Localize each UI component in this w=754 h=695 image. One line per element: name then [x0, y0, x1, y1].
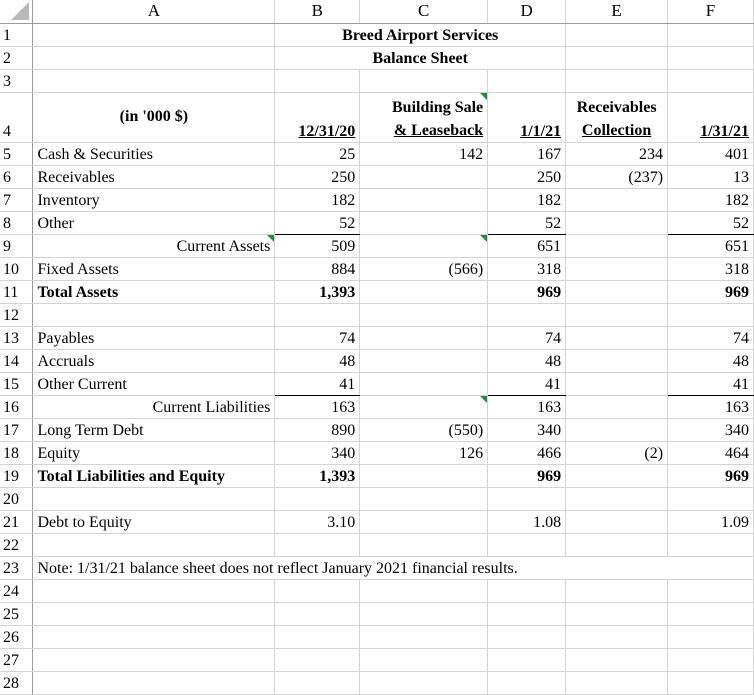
column-header-f[interactable]: F	[668, 0, 754, 23]
c19[interactable]	[360, 464, 488, 487]
f8[interactable]: 52	[668, 211, 754, 234]
cell-e25[interactable]	[566, 602, 668, 625]
d19[interactable]: 969	[488, 464, 566, 487]
cell-e20[interactable]	[566, 487, 668, 510]
e15[interactable]	[566, 372, 668, 395]
f5[interactable]: 401	[668, 142, 754, 165]
f6[interactable]: 13	[668, 165, 754, 188]
c16[interactable]	[360, 395, 488, 418]
b14[interactable]: 48	[275, 349, 360, 372]
cell-a20[interactable]	[33, 487, 275, 510]
row-header-8[interactable]: 8	[0, 211, 33, 234]
row-header-3[interactable]: 3	[0, 69, 33, 92]
cell-d12[interactable]	[488, 303, 566, 326]
e21[interactable]	[566, 510, 668, 533]
row-header-12[interactable]: 12	[0, 303, 33, 326]
d10[interactable]: 318	[488, 257, 566, 280]
e8[interactable]	[566, 211, 668, 234]
header-b-text: 12/31/20	[298, 122, 356, 140]
f15[interactable]: 41	[668, 372, 754, 395]
c14[interactable]	[360, 349, 488, 372]
e16[interactable]	[566, 395, 668, 418]
e17[interactable]	[566, 418, 668, 441]
d17[interactable]: 340	[488, 418, 566, 441]
header-e[interactable]	[566, 92, 668, 142]
cell-e3[interactable]	[566, 69, 668, 92]
c11[interactable]	[360, 280, 488, 303]
e14[interactable]	[566, 349, 668, 372]
row-header-17[interactable]: 17	[0, 418, 33, 441]
c6[interactable]	[360, 165, 488, 188]
cell-d25[interactable]	[488, 602, 566, 625]
row-header-23[interactable]: 23	[0, 556, 33, 579]
column-header-e[interactable]: E	[566, 0, 668, 23]
cell-b12[interactable]	[275, 303, 360, 326]
cell-e12[interactable]	[566, 303, 668, 326]
subtitle-cell[interactable]: Balance Sheet	[275, 46, 566, 69]
d15[interactable]: 41	[488, 372, 566, 395]
label-total-liabilities-equity[interactable]: Total Liabilities and Equity	[33, 464, 275, 487]
cell-f20[interactable]	[668, 487, 754, 510]
row-header-16[interactable]: 16	[0, 395, 33, 418]
b6[interactable]: 250	[275, 165, 360, 188]
label-other-current[interactable]: Other Current	[33, 372, 275, 395]
cell-b3[interactable]	[275, 69, 360, 92]
cell-e1[interactable]	[566, 23, 668, 46]
cell-c28[interactable]	[360, 671, 488, 694]
c8[interactable]	[360, 211, 488, 234]
row-header-6[interactable]: 6	[0, 165, 33, 188]
cell-e27[interactable]	[566, 648, 668, 671]
row-header-26[interactable]: 26	[0, 625, 33, 648]
c18[interactable]: 126	[360, 441, 488, 464]
c10[interactable]: (566)	[360, 257, 488, 280]
cell-a26[interactable]	[33, 625, 275, 648]
d7[interactable]: 182	[488, 188, 566, 211]
e7[interactable]	[566, 188, 668, 211]
label-receivables[interactable]: Receivables	[33, 165, 275, 188]
header-c-line1: Building Sale	[392, 98, 484, 116]
label-accruals[interactable]: Accruals	[33, 349, 275, 372]
f7[interactable]: 182	[668, 188, 754, 211]
d18[interactable]: 466	[488, 441, 566, 464]
cell-c22[interactable]	[360, 533, 488, 556]
c7[interactable]	[360, 188, 488, 211]
row-header-24[interactable]: 24	[0, 579, 33, 602]
cell-d3[interactable]	[488, 69, 566, 92]
title-cell[interactable]: Breed Airport Services	[275, 23, 566, 46]
cell-c24[interactable]	[360, 579, 488, 602]
b16[interactable]: 163	[275, 395, 360, 418]
e19[interactable]	[566, 464, 668, 487]
note-cell[interactable]: Note: 1/31/21 balance sheet does not reflect January 2021 financial results.	[33, 556, 754, 579]
column-header-a[interactable]: A	[33, 0, 275, 23]
label-cash[interactable]: Cash & Securities	[33, 142, 275, 165]
label-long-term-debt[interactable]: Long Term Debt	[33, 418, 275, 441]
c17[interactable]: (550)	[360, 418, 488, 441]
cell-d22[interactable]	[488, 533, 566, 556]
row-header-4[interactable]: 4	[0, 92, 33, 142]
f21[interactable]: 1.09	[668, 510, 754, 533]
label-inventory[interactable]: Inventory	[33, 188, 275, 211]
select-all-corner[interactable]	[0, 0, 33, 23]
cell-a2[interactable]	[33, 46, 275, 69]
cell-c25[interactable]	[360, 602, 488, 625]
d16[interactable]: 163	[488, 395, 566, 418]
cell-f28[interactable]	[668, 671, 754, 694]
header-d-text: 1/1/21	[520, 122, 562, 140]
cell-c3[interactable]	[360, 69, 488, 92]
row-header-2[interactable]: 2	[0, 46, 33, 69]
e9[interactable]	[566, 234, 668, 257]
column-header-b[interactable]: B	[275, 0, 360, 23]
cell-a12[interactable]	[33, 303, 275, 326]
cell-d24[interactable]	[488, 579, 566, 602]
label-equity[interactable]: Equity	[33, 441, 275, 464]
b5[interactable]: 25	[275, 142, 360, 165]
b9[interactable]: 509	[275, 234, 360, 257]
row-header-7[interactable]: 7	[0, 188, 33, 211]
cell-c20[interactable]	[360, 487, 488, 510]
b17[interactable]: 890	[275, 418, 360, 441]
header-c[interactable]	[360, 92, 488, 142]
row-header-22[interactable]: 22	[0, 533, 33, 556]
row-header-20[interactable]: 20	[0, 487, 33, 510]
d8[interactable]: 52	[488, 211, 566, 234]
d13[interactable]: 74	[488, 326, 566, 349]
column-header-c[interactable]: C	[360, 0, 488, 23]
row-header-21[interactable]: 21	[0, 510, 33, 533]
row-header-28[interactable]: 28	[0, 671, 33, 694]
c5[interactable]: 142	[360, 142, 488, 165]
e11[interactable]	[566, 280, 668, 303]
cell-b27[interactable]	[275, 648, 360, 671]
header-e-line1: Receivables	[576, 98, 657, 116]
cell-a1[interactable]	[33, 23, 275, 46]
cell-f22[interactable]	[668, 533, 754, 556]
d5[interactable]: 167	[488, 142, 566, 165]
label-fixed-assets[interactable]: Fixed Assets	[33, 257, 275, 280]
cell-a22[interactable]	[33, 533, 275, 556]
column-header-d[interactable]: D	[488, 0, 566, 23]
d6[interactable]: 250	[488, 165, 566, 188]
header-b[interactable]	[275, 92, 360, 142]
cell-d28[interactable]	[488, 671, 566, 694]
cell-a3[interactable]	[33, 69, 275, 92]
row-header-18[interactable]: 18	[0, 441, 33, 464]
row-header-27[interactable]: 27	[0, 648, 33, 671]
b19[interactable]: 1,393	[275, 464, 360, 487]
row-header-5[interactable]: 5	[0, 142, 33, 165]
cell-f27[interactable]	[668, 648, 754, 671]
row-header-9[interactable]: 9	[0, 234, 33, 257]
row-header-1[interactable]: 1	[0, 23, 33, 46]
cell-b26[interactable]	[275, 625, 360, 648]
row-header-14[interactable]: 14	[0, 349, 33, 372]
cell-f26[interactable]	[668, 625, 754, 648]
row-header-19[interactable]: 19	[0, 464, 33, 487]
cell-e22[interactable]	[566, 533, 668, 556]
e10[interactable]	[566, 257, 668, 280]
b13[interactable]: 74	[275, 326, 360, 349]
row-header-25[interactable]: 25	[0, 602, 33, 625]
b8[interactable]: 52	[275, 211, 360, 234]
b10[interactable]: 884	[275, 257, 360, 280]
c13[interactable]	[360, 326, 488, 349]
header-c-line2: & Leaseback	[393, 121, 484, 139]
cell-e26[interactable]	[566, 625, 668, 648]
label-payables[interactable]: Payables	[33, 326, 275, 349]
label-debt-to-equity[interactable]: Debt to Equity	[33, 510, 275, 533]
f14[interactable]: 48	[668, 349, 754, 372]
b11[interactable]: 1,393	[275, 280, 360, 303]
e5[interactable]: 234	[566, 142, 668, 165]
row-header-11[interactable]: 11	[0, 280, 33, 303]
b21[interactable]: 3.10	[275, 510, 360, 533]
d11[interactable]: 969	[488, 280, 566, 303]
row-header-15[interactable]: 15	[0, 372, 33, 395]
cell-f12[interactable]	[668, 303, 754, 326]
f16[interactable]: 163	[668, 395, 754, 418]
c9[interactable]	[360, 234, 488, 257]
cell-b28[interactable]	[275, 671, 360, 694]
cell-e24[interactable]	[566, 579, 668, 602]
cell-d20[interactable]	[488, 487, 566, 510]
f9[interactable]: 651	[668, 234, 754, 257]
f13[interactable]: 74	[668, 326, 754, 349]
cell-a25[interactable]	[33, 602, 275, 625]
cell-a27[interactable]	[33, 648, 275, 671]
c15[interactable]	[360, 372, 488, 395]
c21[interactable]	[360, 510, 488, 533]
label-other[interactable]: Other	[33, 211, 275, 234]
e18[interactable]: (2)	[566, 441, 668, 464]
cell-d27[interactable]	[488, 648, 566, 671]
cell-f24[interactable]	[668, 579, 754, 602]
header-f-text: 1/31/21	[700, 122, 749, 140]
cell-c26[interactable]	[360, 625, 488, 648]
header-e-line2: Collection	[581, 121, 652, 139]
cell-b25[interactable]	[275, 602, 360, 625]
d14[interactable]: 48	[488, 349, 566, 372]
cell-e2[interactable]	[566, 46, 668, 69]
b15[interactable]: 41	[275, 372, 360, 395]
header-f[interactable]	[668, 92, 754, 142]
e13[interactable]	[566, 326, 668, 349]
b7[interactable]: 182	[275, 188, 360, 211]
units-label[interactable]: (in '000 $)	[33, 92, 275, 142]
cell-b22[interactable]	[275, 533, 360, 556]
f18[interactable]: 464	[668, 441, 754, 464]
cell-a28[interactable]	[33, 671, 275, 694]
cell-f3[interactable]	[668, 69, 754, 92]
d21[interactable]: 1.08	[488, 510, 566, 533]
cell-b20[interactable]	[275, 487, 360, 510]
cell-b24[interactable]	[275, 579, 360, 602]
header-d[interactable]	[488, 92, 566, 142]
cell-a24[interactable]	[33, 579, 275, 602]
cell-f1[interactable]	[668, 23, 754, 46]
label-current-liabilities[interactable]: Current Liabilities	[33, 395, 275, 418]
f10[interactable]: 318	[668, 257, 754, 280]
label-total-assets[interactable]: Total Assets	[33, 280, 275, 303]
cell-d26[interactable]	[488, 625, 566, 648]
f19[interactable]: 969	[668, 464, 754, 487]
cell-f2[interactable]	[668, 46, 754, 69]
cell-c12[interactable]	[360, 303, 488, 326]
d9[interactable]: 651	[488, 234, 566, 257]
cell-c27[interactable]	[360, 648, 488, 671]
cell-e28[interactable]	[566, 671, 668, 694]
b18[interactable]: 340	[275, 441, 360, 464]
row-header-13[interactable]: 13	[0, 326, 33, 349]
e6[interactable]: (237)	[566, 165, 668, 188]
f17[interactable]: 340	[668, 418, 754, 441]
label-current-assets[interactable]: Current Assets	[33, 234, 275, 257]
cell-f25[interactable]	[668, 602, 754, 625]
f11[interactable]: 969	[668, 280, 754, 303]
row-header-10[interactable]: 10	[0, 257, 33, 280]
